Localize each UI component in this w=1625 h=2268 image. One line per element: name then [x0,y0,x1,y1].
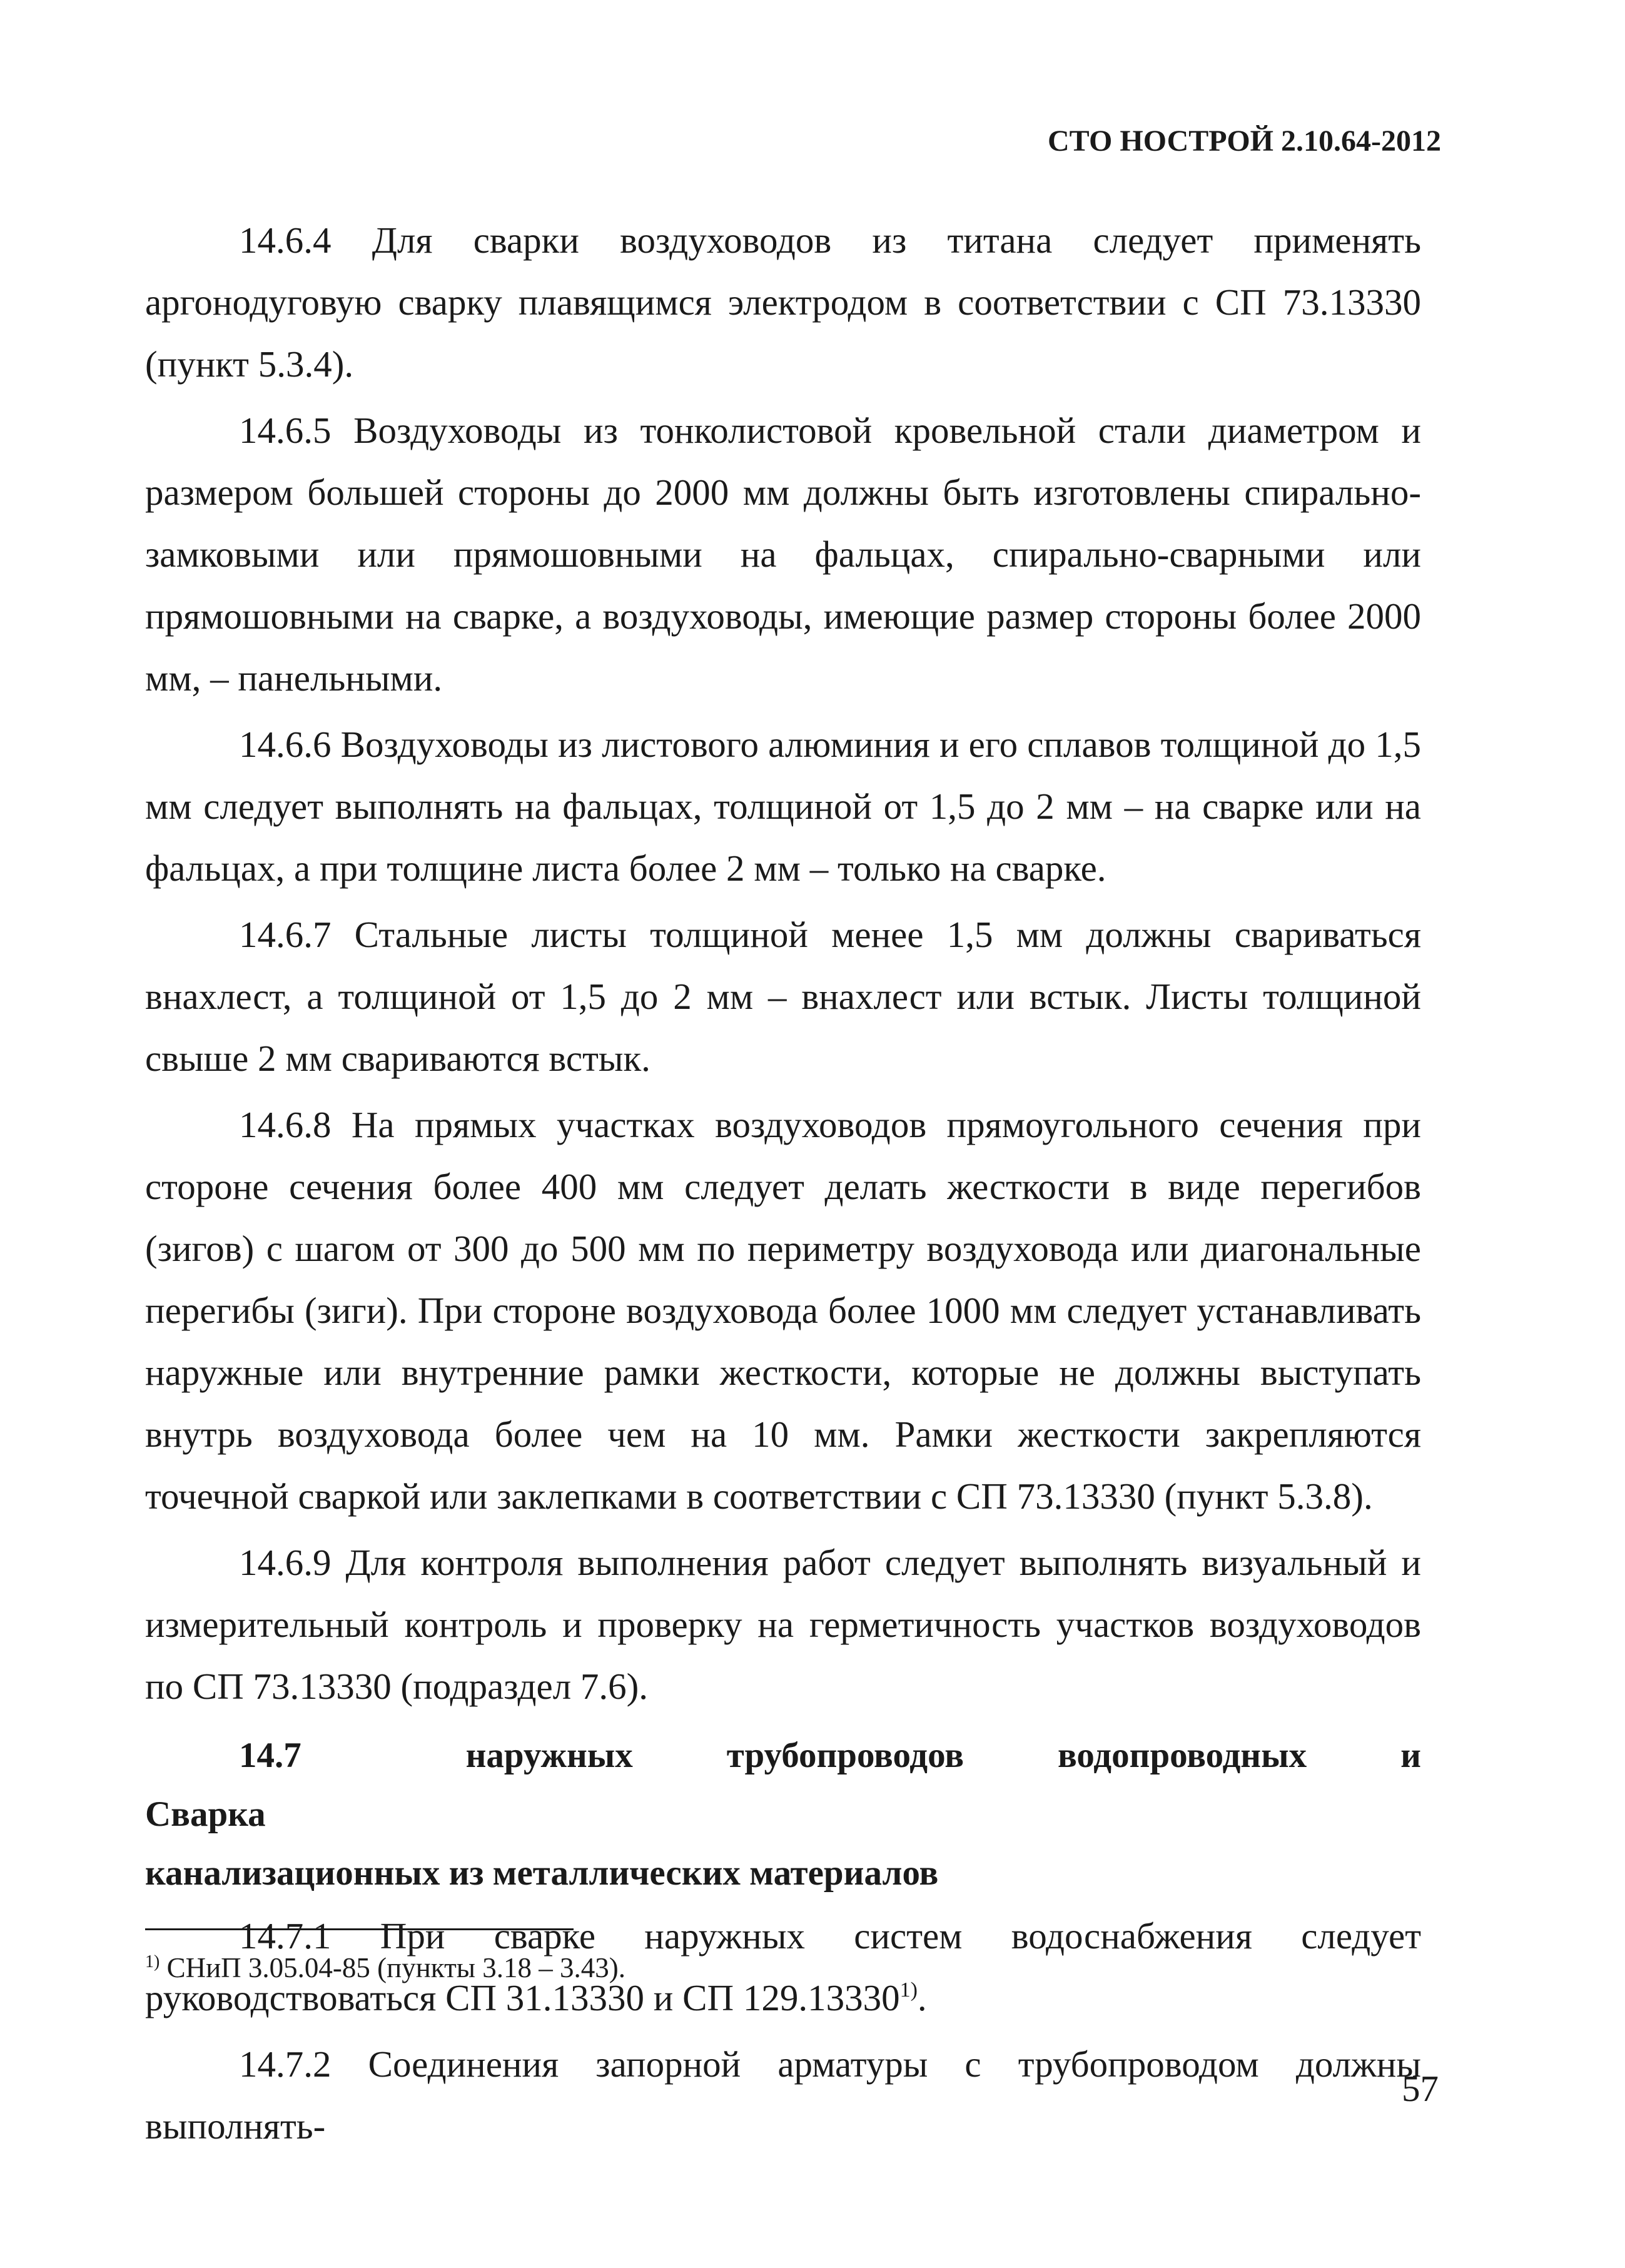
paragraph-14-6-7: 14.6.7 Стальные листы толщиной менее 1,5 мм должны свариваться внахлест, а толщиной от 1,5 до 2 мм – внахлест или встык. Листы толщиной свыше 2 мм свариваются встык. [145,914,1421,1079]
footnote-reference: 1) [899,1978,918,2002]
footnote-separator [145,1928,574,1930]
footnote [145,1950,625,1986]
heading-word: водопроводных [1058,1736,1307,1775]
page-number: 57 [1402,2068,1439,2109]
document-code-header: СТО НОСТРОЙ 2.10.64-2012 [1047,124,1441,158]
section-heading-line-2: канализационных из металлических материалов [145,1853,939,1893]
heading-word: 14.7 Сварка [145,1736,301,1834]
paragraph-14-7-1-text: 14.7.1 При сварке наружных систем водоснабжения следует руководствоваться СП 31.13330 и СП 129.13330 [145,1915,1421,2018]
paragraph-14-7-2: 14.7.2 Соединения запорной арматуры с трубопроводом должны выполнять- [145,2043,1421,2147]
paragraph-14-6-8: 14.6.8 На прямых участках воздуховодов прямоугольного сечения при стороне сечения более 400 мм следует делать жесткости в виде перегибов (зигов) с шагом от 300 до 500 мм по периметру воздуховода или диагональные перегибы (зиги). При стороне воздуховода более 1000 мм следует устанавливать наружные или внутренние рамки жесткости, которые не должны выступать внутрь воздуховода более чем на 10 мм. Рамки жесткости закрепляются точечной сваркой или заклепками в соответствии с СП 73.13330 (пункт 5.3.8). [145,1104,1421,1517]
heading-word: трубопроводов [726,1736,964,1775]
footnote-text: СНиП 3.05.04-85 (пункты 3.18 – 3.43). [159,1952,625,1983]
page-body [145,210,1421,2162]
footnote-mark: 1) [145,1952,160,1972]
paragraph-14-6-5: 14.6.5 Воздуховоды из тонколистовой кровельной стали диаметром и размером большей стороны до 2000 мм должны быть изготовлены спирально-замковыми или прямошовными на фальцах, спирально-сварными или прямошовными на сварке, а воздуховоды, имеющие размер стороны более 2000 мм, – панельными. [145,410,1421,699]
paragraph-14-6-9: 14.6.9 Для контроля выполнения работ следует выполнять визуальный и измерительный контроль и проверку на герметичность участков воздуховодов по СП 73.13330 (подраздел 7.6). [145,1542,1421,1707]
paragraph-14-6-6: 14.6.6 Воздуховоды из листового алюминия и его сплавов толщиной до 1,5 мм следует выполнять на фальцах, толщиной от 1,5 до 2 мм – на сварке или на фальцах, а при толщине листа более 2 мм – только на сварке. [145,724,1421,889]
heading-word: наружных [465,1736,633,1775]
paragraph-14-7-1-tail: . [917,1977,927,2018]
section-heading-14-7 [145,1726,1421,1903]
heading-word: и [1400,1736,1421,1775]
paragraph-14-6-4: 14.6.4 Для сварки воздуховодов из титана следует применять аргонодуговую сварку плавящимся электродом в соответствии с СП 73.13330 (пункт 5.3.4). [145,220,1421,385]
section-heading-line-1 [145,1726,1421,1844]
